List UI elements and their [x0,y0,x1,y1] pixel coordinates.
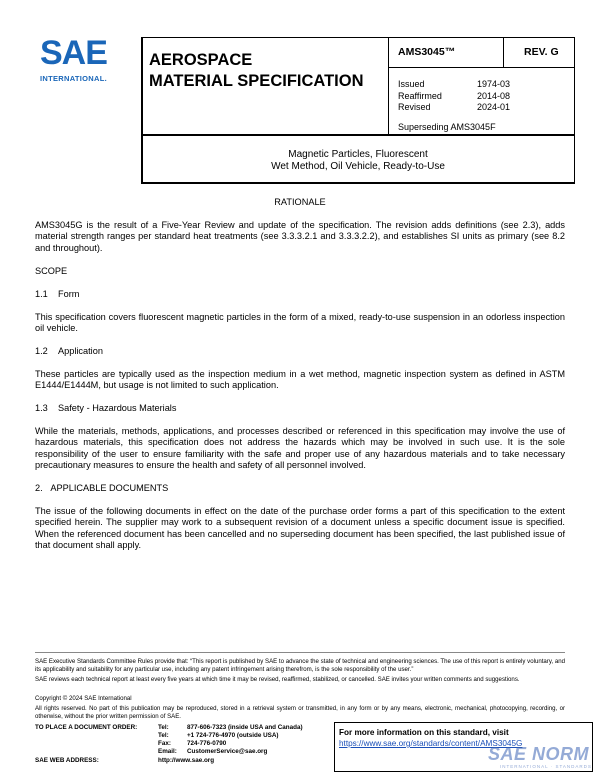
review-text: SAE reviews each technical report at least every five years at which time it may be revised, reaffirmed, stabilized, or cancelled. SAE invites your written comments and suggestions. [35,676,520,683]
section-1-1-text: This specification covers fluorescent magnetic particles in the form of a mixed, ready-to-use suspension in an odorless inspection oil vehicle. [35,312,565,334]
document-dates [398,79,510,114]
web-link[interactable]: http://www.sae.org [158,757,215,764]
section-1-2-heading: 1.2 Application [35,346,103,356]
section-1-1-heading: 1.1 Form [35,289,80,299]
header-divider [503,37,504,67]
logo-text: SAE [40,34,107,72]
standard-link[interactable]: https://www.sae.org/standards/content/AMS3045G [339,739,523,748]
document-subject: Magnetic Particles, Fluorescent Wet Method, Oil Vehicle, Ready-to-Use [271,149,445,172]
rationale-text: AMS3045G is the result of a Five-Year Review and update of the specification. The revision adds definitions (see 2.3), adds material strength ranges per standard heat treatments (see 3.3.3.2.1 and 3.3.3.2.2), and establishes SI units as primary (see 8.2 and throughout). [35,220,565,253]
logo-subtext: INTERNATIONAL. [40,74,107,83]
reaffirmed-row: Reaffirmed 2014-08 [398,90,510,101]
tel-label: Tel: [158,724,169,731]
watermark: SAE NORM [488,744,590,764]
revision-label: REV. G [524,46,559,58]
section-2-text: The issue of the following documents in effect on the date of the purchase order forms a part of this specification to the extent specified herein. The supplier may work to a subsequent revision of a document unless a specific document issue is specified. When the referenced document has been cancelled and no superseding document has been specified, the last published issue of that document shall apply. [35,506,565,551]
web-label: SAE WEB ADDRESS: [35,757,99,764]
rationale-heading: RATIONALE [274,197,326,207]
header-divider [388,37,389,136]
issued-row: Issued 1974-03 [398,79,510,89]
tel2-label: Tel: [158,732,169,739]
superseding-label: Superseding AMS3045F [398,122,496,132]
watermark-subtext: INTERNATIONAL · STANDARDS [500,764,592,769]
copyright-text: Copyright © 2024 SAE International [35,695,132,702]
more-info-title: For more information on this standard, visit [339,728,509,737]
committee-rules-text: SAE Executive Standards Committee Rules provide that: “This report is published by SAE to advance the state of technical and engineering sciences. The use of this report is entirely voluntary, and its applicability and suitability for any particular use, including any patent infringement arising therefrom, is the sole responsibility of the user.” [35,658,565,673]
footer-rule [35,652,565,653]
rights-text: All rights reserved. No part of this publication may be reproduced, stored in a retrieval system or transmitted, in any form or by any means, electronic, mechanical, photocopying, recording, or otherwise, without the prior written permission of SAE. [35,705,565,720]
tel2-value: +1 724-776-4970 (outside USA) [187,732,279,739]
tel-value: 877-606-7323 (inside USA and Canada) [187,724,303,731]
section-1-3-text: While the materials, methods, applications, and processes described or referenced in this specification may involve the use of hazardous materials, this specification does not address the hazards which may be involved in such use. It is the sole responsibility of the user to ensure familiarity with the safe and proper use of any hazardous materials and to take necessary precautionary measures to ensure the health and safety of all personnel involved. [35,426,565,471]
revised-row: Revised 2024-01 [398,102,510,112]
fax-value: 724-776-0790 [187,740,227,747]
email-link[interactable]: CustomerService@sae.org [187,748,268,755]
order-label: TO PLACE A DOCUMENT ORDER: [35,724,138,731]
header-divider [388,67,575,68]
document-type-title: AEROSPACE MATERIAL SPECIFICATION [149,51,364,90]
section-2-heading: 2. APPLICABLE DOCUMENTS [35,483,169,493]
email-label: Email: [158,748,177,755]
fax-label: Fax: [158,740,171,747]
section-1-2-text: These particles are typically used as the inspection medium in a wet method, magnetic inspection system as defined in ASTM E1444/E1444M, but usage is not limited to such application. [35,369,565,391]
section-1-3-heading: 1.3 Safety - Hazardous Materials [35,403,177,413]
sae-logo [40,36,120,86]
document-number: AMS3045™ [398,46,456,58]
scope-heading: SCOPE [35,266,68,276]
